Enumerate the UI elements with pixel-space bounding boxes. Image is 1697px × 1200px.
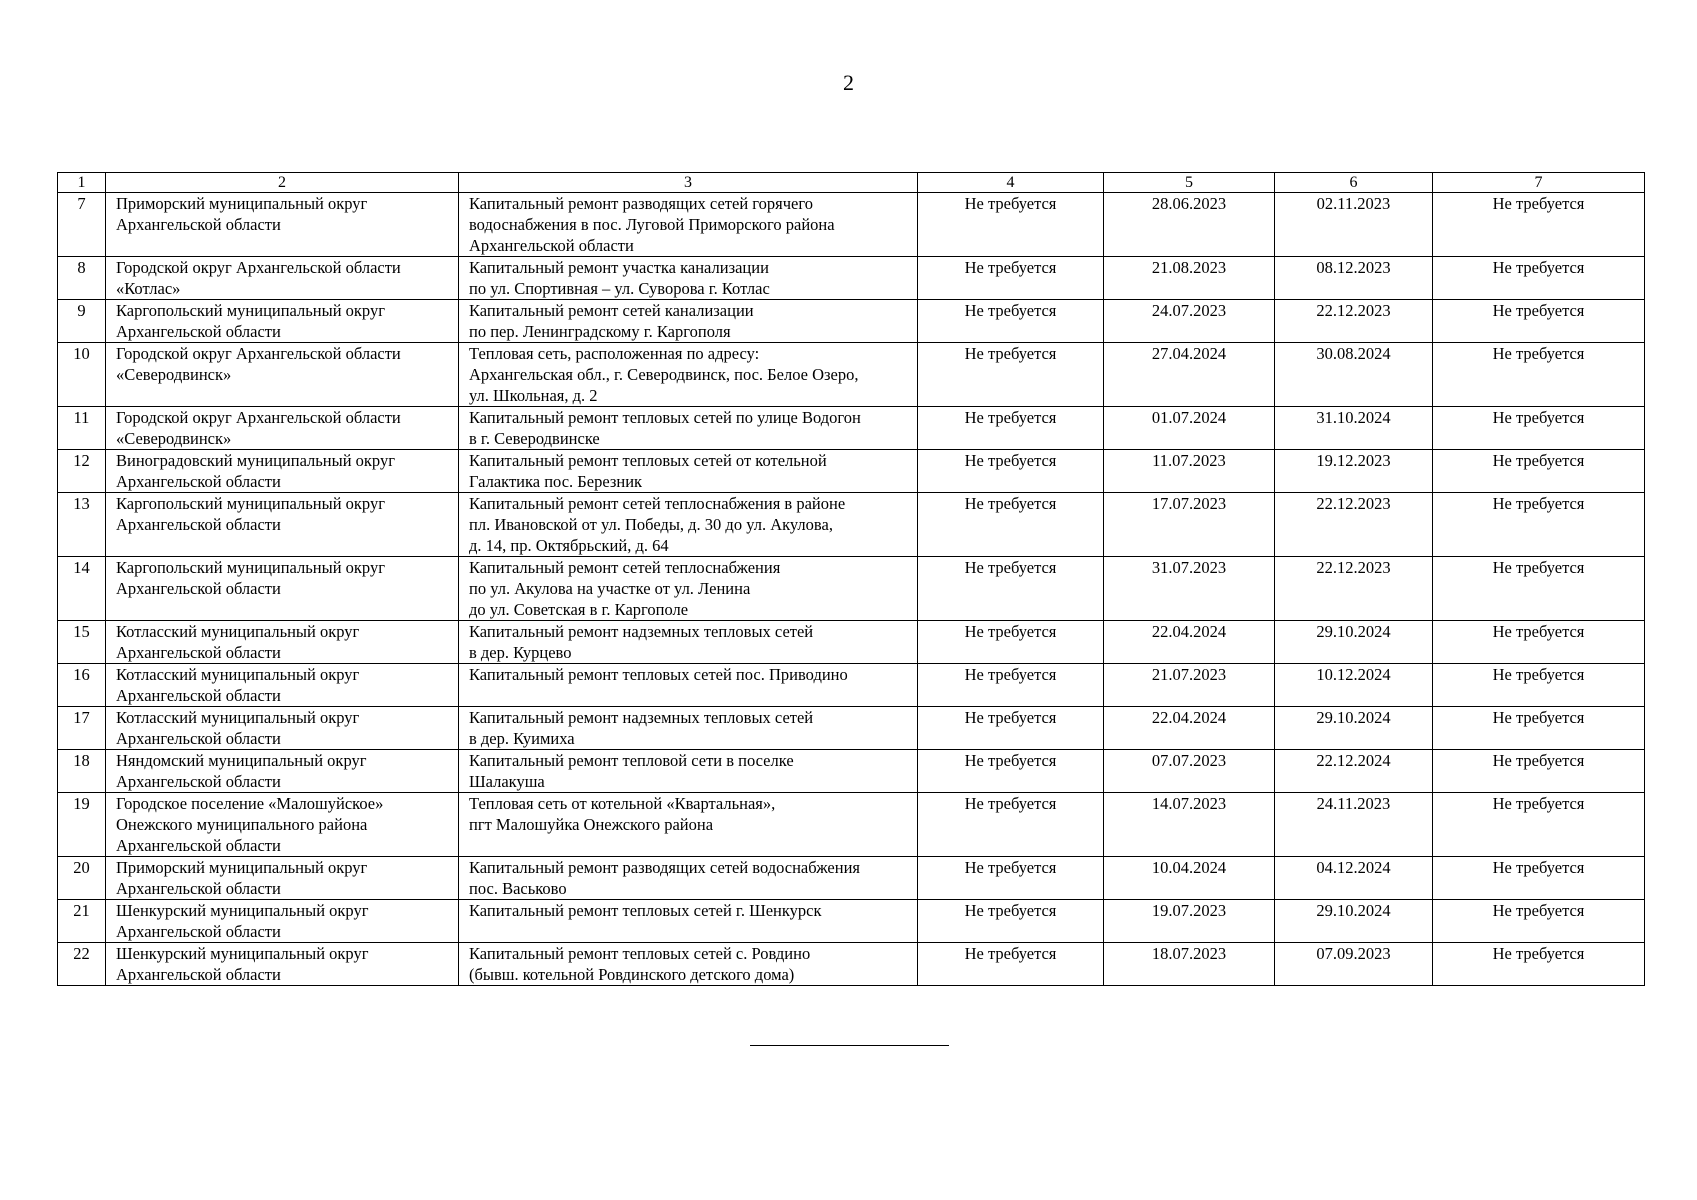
object-line: Архангельская обл., г. Северодвинск, пос. Белое Озеро,	[469, 365, 859, 384]
municipality-line: Архангельской области	[116, 772, 281, 791]
municipality-line: Архангельской области	[116, 643, 281, 662]
object-line: (бывш. котельной Ровдинского детского дома)	[469, 965, 795, 984]
object-cell	[459, 257, 918, 300]
object-line: до ул. Советская в г. Каргополе	[469, 600, 689, 619]
object-cell	[459, 493, 918, 557]
municipality-cell	[106, 407, 459, 450]
municipality-line: Городской округ Архангельской области	[116, 344, 401, 363]
requirement-cell: Не требуется	[1433, 857, 1645, 900]
municipality-line: «Котлас»	[116, 279, 181, 298]
municipality-line: Котласский муниципальный округ	[116, 665, 360, 684]
requirement-cell: Не требуется	[918, 621, 1104, 664]
requirement-cell: Не требуется	[1433, 750, 1645, 793]
table-row	[58, 343, 1645, 407]
requirement-cell: Не требуется	[1433, 900, 1645, 943]
requirement-cell: Не требуется	[918, 943, 1104, 986]
requirement-cell: Не требуется	[1433, 707, 1645, 750]
municipality-cell	[106, 621, 459, 664]
requirement-cell: Не требуется	[918, 257, 1104, 300]
requirement-cell: Не требуется	[918, 793, 1104, 857]
object-line: пл. Ивановской от ул. Победы, д. 30 до ул. Акулова,	[469, 515, 833, 534]
municipality-line: Котласский муниципальный округ	[116, 708, 360, 727]
start-date-cell: 18.07.2023	[1104, 943, 1275, 986]
municipality-line: Архангельской области	[116, 729, 281, 748]
object-line: Капитальный ремонт разводящих сетей горячего	[469, 194, 813, 213]
end-date-cell: 08.12.2023	[1275, 257, 1433, 300]
end-date-cell: 22.12.2023	[1275, 557, 1433, 621]
requirement-cell: Не требуется	[918, 407, 1104, 450]
requirement-cell: Не требуется	[918, 857, 1104, 900]
table-row	[58, 750, 1645, 793]
municipality-line: Няндомский муниципальный округ	[116, 751, 367, 770]
municipality-line: Архангельской области	[116, 836, 281, 855]
object-line: по ул. Спортивная – ул. Суворова г. Котлас	[469, 279, 770, 298]
municipality-cell	[106, 557, 459, 621]
requirement-cell: Не требуется	[918, 343, 1104, 407]
object-line: Капитальный ремонт сетей канализации	[469, 301, 754, 320]
requirement-cell: Не требуется	[1433, 407, 1645, 450]
object-line: в дер. Куимиха	[469, 729, 575, 748]
table-row	[58, 193, 1645, 257]
municipality-line: Архангельской области	[116, 322, 281, 341]
row-number: 12	[58, 450, 106, 493]
column-header: 4	[918, 173, 1104, 193]
table-row	[58, 407, 1645, 450]
table-row	[58, 900, 1645, 943]
start-date-cell: 17.07.2023	[1104, 493, 1275, 557]
end-date-cell: 22.12.2024	[1275, 750, 1433, 793]
municipality-cell	[106, 300, 459, 343]
table-body	[58, 193, 1645, 986]
table-row	[58, 857, 1645, 900]
table-row	[58, 793, 1645, 857]
row-number: 16	[58, 664, 106, 707]
start-date-cell: 21.07.2023	[1104, 664, 1275, 707]
municipality-line: Архангельской области	[116, 965, 281, 984]
municipality-line: «Северодвинск»	[116, 429, 232, 448]
municipality-cell	[106, 707, 459, 750]
municipality-line: Приморский муниципальный округ	[116, 194, 368, 213]
municipality-line: Архангельской области	[116, 515, 281, 534]
closing-divider	[750, 1045, 949, 1046]
object-line: Тепловая сеть, расположенная по адресу:	[469, 344, 760, 363]
object-line: Шалакуша	[469, 772, 545, 791]
requirement-cell: Не требуется	[1433, 300, 1645, 343]
start-date-cell: 11.07.2023	[1104, 450, 1275, 493]
municipality-line: Архангельской области	[116, 579, 281, 598]
requirement-cell: Не требуется	[1433, 257, 1645, 300]
object-line: в г. Северодвинске	[469, 429, 600, 448]
object-line: по пер. Ленинградскому г. Каргополя	[469, 322, 731, 341]
object-cell	[459, 193, 918, 257]
start-date-cell: 01.07.2024	[1104, 407, 1275, 450]
end-date-cell: 04.12.2024	[1275, 857, 1433, 900]
object-cell	[459, 900, 918, 943]
requirement-cell: Не требуется	[1433, 943, 1645, 986]
requirement-cell: Не требуется	[918, 193, 1104, 257]
object-cell	[459, 621, 918, 664]
object-line: Капитальный ремонт тепловой сети в поселке	[469, 751, 794, 770]
row-number: 11	[58, 407, 106, 450]
requirement-cell: Не требуется	[1433, 493, 1645, 557]
start-date-cell: 22.04.2024	[1104, 707, 1275, 750]
end-date-cell: 02.11.2023	[1275, 193, 1433, 257]
municipality-cell	[106, 857, 459, 900]
end-date-cell: 29.10.2024	[1275, 900, 1433, 943]
row-number: 14	[58, 557, 106, 621]
registry-table	[57, 172, 1645, 986]
start-date-cell: 21.08.2023	[1104, 257, 1275, 300]
municipality-line: Архангельской области	[116, 472, 281, 491]
row-number: 9	[58, 300, 106, 343]
object-line: пос. Васьково	[469, 879, 567, 898]
object-cell	[459, 857, 918, 900]
table-row	[58, 300, 1645, 343]
object-cell	[459, 557, 918, 621]
row-number: 8	[58, 257, 106, 300]
column-header: 7	[1433, 173, 1645, 193]
end-date-cell: 19.12.2023	[1275, 450, 1433, 493]
row-number: 13	[58, 493, 106, 557]
object-cell	[459, 750, 918, 793]
row-number: 22	[58, 943, 106, 986]
requirement-cell: Не требуется	[1433, 557, 1645, 621]
column-header: 5	[1104, 173, 1275, 193]
table-row	[58, 707, 1645, 750]
row-number: 21	[58, 900, 106, 943]
end-date-cell: 07.09.2023	[1275, 943, 1433, 986]
municipality-cell	[106, 450, 459, 493]
row-number: 7	[58, 193, 106, 257]
municipality-line: Котласский муниципальный округ	[116, 622, 360, 641]
municipality-line: Городское поселение «Малошуйское»	[116, 794, 384, 813]
object-line: Капитальный ремонт надземных тепловых сетей	[469, 622, 814, 641]
start-date-cell: 19.07.2023	[1104, 900, 1275, 943]
object-line: Капитальный ремонт сетей теплоснабжения	[469, 558, 781, 577]
municipality-line: Архангельской области	[116, 215, 281, 234]
requirement-cell: Не требуется	[918, 493, 1104, 557]
object-cell	[459, 943, 918, 986]
object-line: Архангельской области	[469, 236, 634, 255]
start-date-cell: 22.04.2024	[1104, 621, 1275, 664]
end-date-cell: 22.12.2023	[1275, 493, 1433, 557]
row-number: 10	[58, 343, 106, 407]
municipality-cell	[106, 750, 459, 793]
end-date-cell: 29.10.2024	[1275, 621, 1433, 664]
municipality-cell	[106, 257, 459, 300]
object-line: Капитальный ремонт тепловых сетей пос. Приводино	[469, 665, 848, 684]
municipality-cell	[106, 900, 459, 943]
requirement-cell: Не требуется	[918, 900, 1104, 943]
municipality-line: Виноградовский муниципальный округ	[116, 451, 395, 470]
table-row	[58, 493, 1645, 557]
municipality-line: Приморский муниципальный округ	[116, 858, 368, 877]
row-number: 17	[58, 707, 106, 750]
table-row	[58, 943, 1645, 986]
requirement-cell: Не требуется	[918, 664, 1104, 707]
row-number: 19	[58, 793, 106, 857]
start-date-cell: 31.07.2023	[1104, 557, 1275, 621]
table-row	[58, 257, 1645, 300]
object-line: Галактика пос. Березник	[469, 472, 643, 491]
object-line: Капитальный ремонт надземных тепловых сетей	[469, 708, 814, 727]
requirement-cell: Не требуется	[1433, 664, 1645, 707]
end-date-cell: 22.12.2023	[1275, 300, 1433, 343]
requirement-cell: Не требуется	[918, 557, 1104, 621]
municipality-line: Городской округ Архангельской области	[116, 258, 401, 277]
end-date-cell: 29.10.2024	[1275, 707, 1433, 750]
end-date-cell: 31.10.2024	[1275, 407, 1433, 450]
municipality-line: Архангельской области	[116, 686, 281, 705]
object-line: Капитальный ремонт разводящих сетей водоснабжения	[469, 858, 860, 877]
row-number: 15	[58, 621, 106, 664]
object-cell	[459, 707, 918, 750]
municipality-cell	[106, 493, 459, 557]
table-row	[58, 450, 1645, 493]
municipality-cell	[106, 664, 459, 707]
municipality-line: Архангельской области	[116, 922, 281, 941]
column-header: 2	[106, 173, 459, 193]
object-line: ул. Школьная, д. 2	[469, 386, 598, 405]
requirement-cell: Не требуется	[1433, 793, 1645, 857]
object-cell	[459, 793, 918, 857]
requirement-cell: Не требуется	[918, 707, 1104, 750]
object-cell	[459, 343, 918, 407]
page-number: 2	[843, 70, 854, 95]
municipality-line: Архангельской области	[116, 879, 281, 898]
row-number: 20	[58, 857, 106, 900]
municipality-line: Онежского муниципального района	[116, 815, 368, 834]
municipality-line: Каргопольский муниципальный округ	[116, 494, 385, 513]
object-line: Капитальный ремонт участка канализации	[469, 258, 769, 277]
requirement-cell: Не требуется	[1433, 193, 1645, 257]
municipality-cell	[106, 943, 459, 986]
end-date-cell: 24.11.2023	[1275, 793, 1433, 857]
start-date-cell: 28.06.2023	[1104, 193, 1275, 257]
table-row	[58, 557, 1645, 621]
object-line: пгт Малошуйка Онежского района	[469, 815, 714, 834]
municipality-line: «Северодвинск»	[116, 365, 232, 384]
municipality-cell	[106, 193, 459, 257]
start-date-cell: 27.04.2024	[1104, 343, 1275, 407]
requirement-cell: Не требуется	[1433, 621, 1645, 664]
requirement-cell: Не требуется	[1433, 343, 1645, 407]
object-line: Капитальный ремонт сетей теплоснабжения в районе	[469, 494, 846, 513]
object-cell	[459, 407, 918, 450]
object-line: д. 14, пр. Октябрьский, д. 64	[469, 536, 669, 555]
object-line: Капитальный ремонт тепловых сетей г. Шенкурск	[469, 901, 822, 920]
requirement-cell: Не требуется	[1433, 450, 1645, 493]
start-date-cell: 10.04.2024	[1104, 857, 1275, 900]
object-line: по ул. Акулова на участке от ул. Ленина	[469, 579, 751, 598]
start-date-cell: 07.07.2023	[1104, 750, 1275, 793]
start-date-cell: 24.07.2023	[1104, 300, 1275, 343]
municipality-line: Каргопольский муниципальный округ	[116, 558, 385, 577]
column-header: 6	[1275, 173, 1433, 193]
table-row	[58, 664, 1645, 707]
municipality-line: Каргопольский муниципальный округ	[116, 301, 385, 320]
column-header: 3	[459, 173, 918, 193]
header-row	[58, 173, 1645, 193]
object-cell	[459, 664, 918, 707]
row-number: 18	[58, 750, 106, 793]
object-line: Капитальный ремонт тепловых сетей с. Ровдино	[469, 944, 811, 963]
end-date-cell: 30.08.2024	[1275, 343, 1433, 407]
municipality-line: Шенкурский муниципальный округ	[116, 901, 369, 920]
requirement-cell: Не требуется	[918, 300, 1104, 343]
end-date-cell: 10.12.2024	[1275, 664, 1433, 707]
object-line: водоснабжения в пос. Луговой Приморского района	[469, 215, 835, 234]
start-date-cell: 14.07.2023	[1104, 793, 1275, 857]
object-line: в дер. Курцево	[469, 643, 572, 662]
object-line: Капитальный ремонт тепловых сетей от котельной	[469, 451, 827, 470]
requirement-cell: Не требуется	[918, 450, 1104, 493]
object-cell	[459, 300, 918, 343]
object-cell	[459, 450, 918, 493]
object-line: Тепловая сеть от котельной «Квартальная»,	[469, 794, 776, 813]
object-line: Капитальный ремонт тепловых сетей по улице Водогон	[469, 408, 861, 427]
municipality-cell	[106, 793, 459, 857]
column-header: 1	[58, 173, 106, 193]
table-row	[58, 621, 1645, 664]
municipality-line: Городской округ Архангельской области	[116, 408, 401, 427]
municipality-line: Шенкурский муниципальный округ	[116, 944, 369, 963]
municipality-cell	[106, 343, 459, 407]
requirement-cell: Не требуется	[918, 750, 1104, 793]
